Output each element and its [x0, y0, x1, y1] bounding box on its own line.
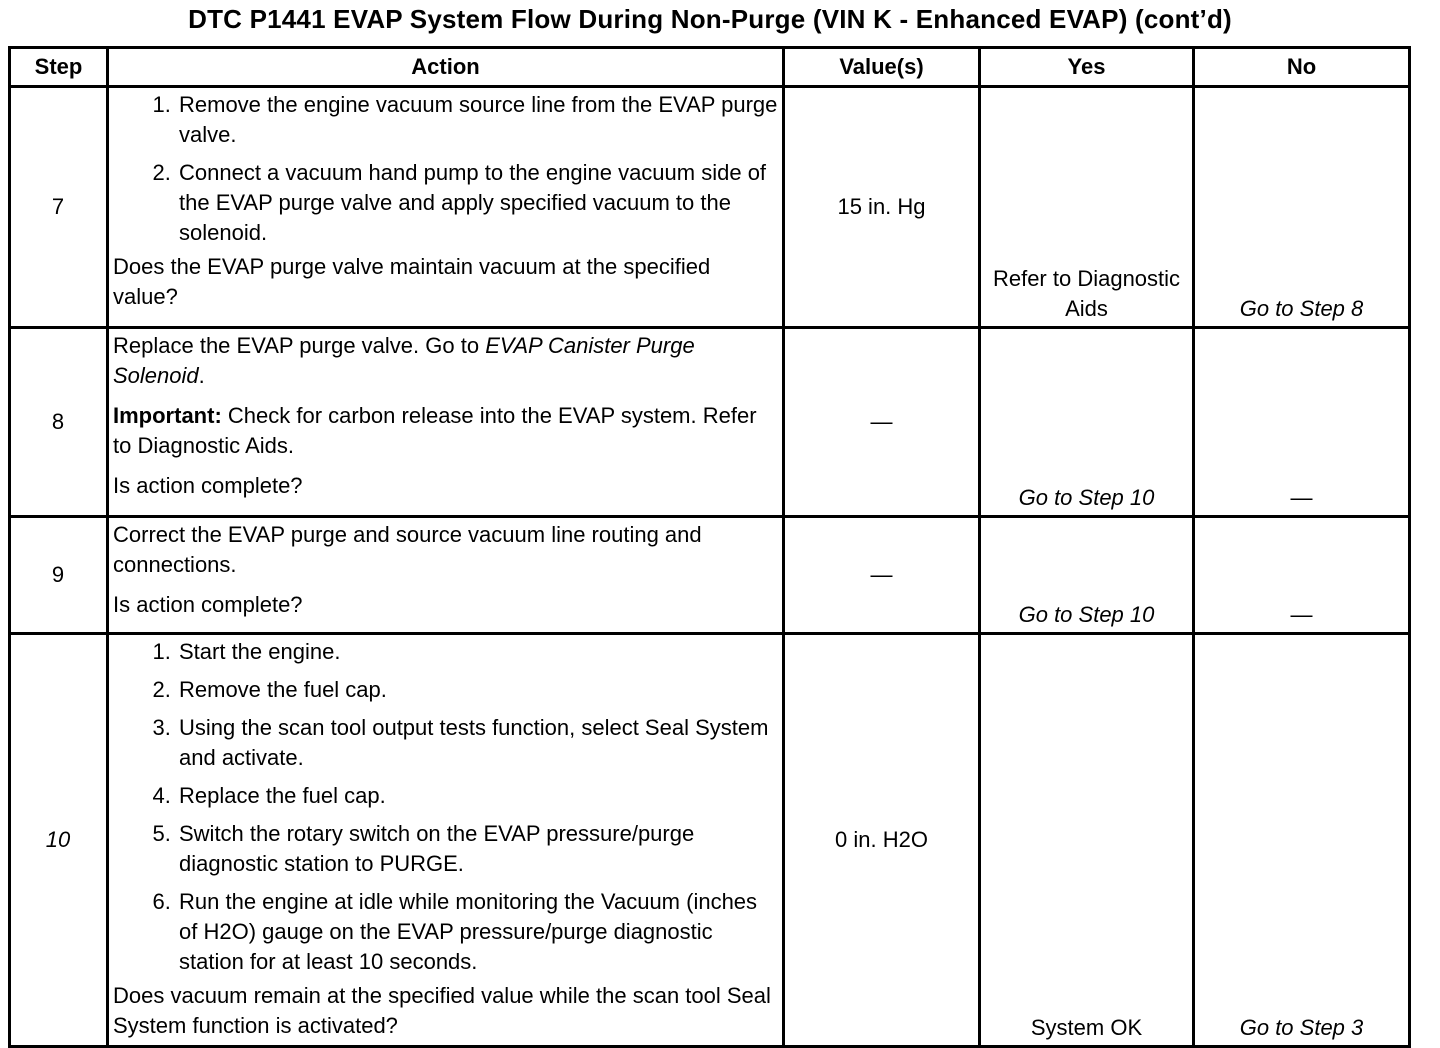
value-cell: 0 in. H2O	[784, 634, 980, 1047]
header-action: Action	[108, 48, 784, 87]
action-question: Is action complete?	[113, 473, 303, 498]
important-note	[113, 401, 778, 461]
value-cell: 15 in. Hg	[784, 87, 980, 328]
action-cell	[108, 328, 784, 517]
value-cell: —	[784, 517, 980, 634]
header-yes: Yes	[980, 48, 1194, 87]
table-row-step-8	[10, 328, 1410, 517]
table-row-step-7	[10, 87, 1410, 328]
action-text-end: .	[198, 363, 205, 388]
step-number: 7	[10, 87, 108, 328]
yes-cell: Go to Step 10	[980, 517, 1194, 634]
yes-cell: Go to Step 10	[980, 328, 1194, 517]
page-title: DTC P1441 EVAP System Flow During Non-Purge (VIN K - Enhanced EVAP) (cont’d)	[188, 4, 1232, 34]
action-item: 2. Connect a vacuum hand pump to the engine vacuum side of the EVAP purge valve and apply specified vacuum to the solenoid.	[177, 158, 778, 248]
action-list	[113, 90, 778, 248]
action-item: 1. Start the engine.	[177, 637, 778, 667]
important-text: Check for carbon release into the EVAP system. Refer to Diagnostic Aids.	[113, 403, 757, 458]
header-no: No	[1194, 48, 1410, 87]
no-cell: —	[1194, 517, 1410, 634]
important-label: Important:	[113, 403, 222, 428]
action-text: Replace the EVAP purge valve. Go to	[113, 333, 486, 358]
action-cell	[108, 634, 784, 1047]
no-cell: Go to Step 8	[1194, 87, 1410, 328]
table-row-step-9	[10, 517, 1410, 634]
step-number: 10	[10, 634, 108, 1047]
step-number: 8	[10, 328, 108, 517]
yes-cell: System OK	[980, 634, 1194, 1047]
table-row-step-10	[10, 634, 1410, 1047]
action-cell	[108, 87, 784, 328]
action-item: 2. Remove the fuel cap.	[177, 675, 778, 705]
procedure-reference: EVAP Canister Purge Solenoid	[113, 333, 695, 388]
step-number: 9	[10, 517, 108, 634]
action-paragraph	[113, 331, 778, 391]
action-question: Does vacuum remain at the specified value while the scan tool Seal System function is activated?	[113, 983, 771, 1038]
header-value: Value(s)	[784, 48, 980, 87]
yes-cell: Refer to Diagnostic Aids	[980, 87, 1194, 328]
action-cell	[108, 517, 784, 634]
action-list	[113, 637, 778, 977]
diagnostic-table	[8, 46, 1411, 1048]
value-cell: —	[784, 328, 980, 517]
header-step: Step	[10, 48, 108, 87]
action-item: 5. Switch the rotary switch on the EVAP pressure/purge diagnostic station to PURGE.	[177, 819, 778, 879]
action-item: 6. Run the engine at idle while monitoring the Vacuum (inches of H2O) gauge on the EVAP pressure/purge diagnostic station for at least 10 seconds.	[177, 887, 778, 977]
action-item: 1. Remove the engine vacuum source line from the EVAP purge valve.	[177, 90, 778, 150]
header-row	[10, 48, 1410, 87]
action-paragraph: Correct the EVAP purge and source vacuum line routing and connections.	[113, 522, 702, 577]
action-item: 3. Using the scan tool output tests function, select Seal System and activate.	[177, 713, 778, 773]
no-cell: Go to Step 3	[1194, 634, 1410, 1047]
action-item: 4. Replace the fuel cap.	[177, 781, 778, 811]
no-cell: —	[1194, 328, 1410, 517]
action-question: Does the EVAP purge valve maintain vacuum at the specified value?	[113, 254, 711, 309]
action-question: Is action complete?	[113, 592, 303, 617]
